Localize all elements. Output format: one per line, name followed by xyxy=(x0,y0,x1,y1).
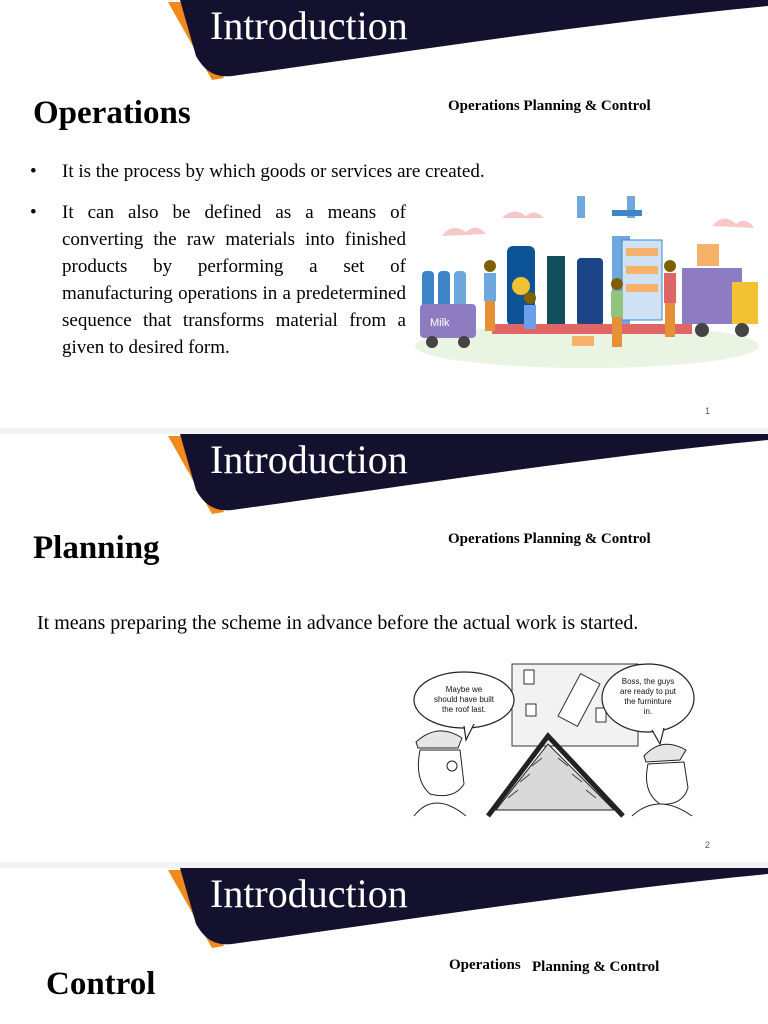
subtitle: Operations Planning & Control xyxy=(448,531,651,547)
left-bubble-line: the roof last. xyxy=(441,705,487,714)
section-heading: Planning xyxy=(33,530,160,566)
right-bubble-line: in. xyxy=(643,707,653,716)
right-bubble-line: Boss, the guys xyxy=(621,677,675,686)
section-heading: Operations xyxy=(33,95,191,131)
slide-3 xyxy=(0,868,768,1024)
section-heading: Control xyxy=(46,966,156,1002)
subtitle: Operations Planning & Control xyxy=(448,98,651,114)
title-banner xyxy=(0,868,768,950)
factory-illustration xyxy=(412,196,762,376)
body-text: It means preparing the scheme in advance before the actual work is started. xyxy=(37,612,639,634)
bullet-text: It is the process by which goods or services are created. xyxy=(62,161,485,182)
list-item xyxy=(30,158,485,185)
truck-label: Milk xyxy=(430,317,450,329)
slide-1 xyxy=(0,0,768,428)
banner-title: Introduction xyxy=(210,437,408,482)
bullet-icon: • xyxy=(30,161,37,182)
cartoon-illustration xyxy=(408,662,698,818)
banner-title: Introduction xyxy=(210,871,408,916)
slide-number: 1 xyxy=(705,406,711,416)
left-bubble-line: Maybe we xyxy=(445,685,483,694)
slide-2 xyxy=(0,434,768,862)
right-bubble-line: the furninture xyxy=(624,697,672,706)
banner-title: Introduction xyxy=(210,3,408,48)
right-bubble-line: are ready to put xyxy=(619,687,677,696)
bullet-icon: • xyxy=(30,202,37,223)
bullet-text: It can also be defined as a means of converting the raw materials into finished products by performing a set of manufacturing operations in a predetermined sequence that transforms material from a given to desired form. xyxy=(62,202,406,358)
title-banner xyxy=(0,434,768,516)
left-bubble-line: should have built xyxy=(433,695,495,704)
title-banner xyxy=(0,0,768,82)
subtitle-part-1: Operations xyxy=(449,957,521,973)
subtitle-part-2: Planning & Control xyxy=(532,959,660,975)
slide-number: 2 xyxy=(705,840,711,850)
